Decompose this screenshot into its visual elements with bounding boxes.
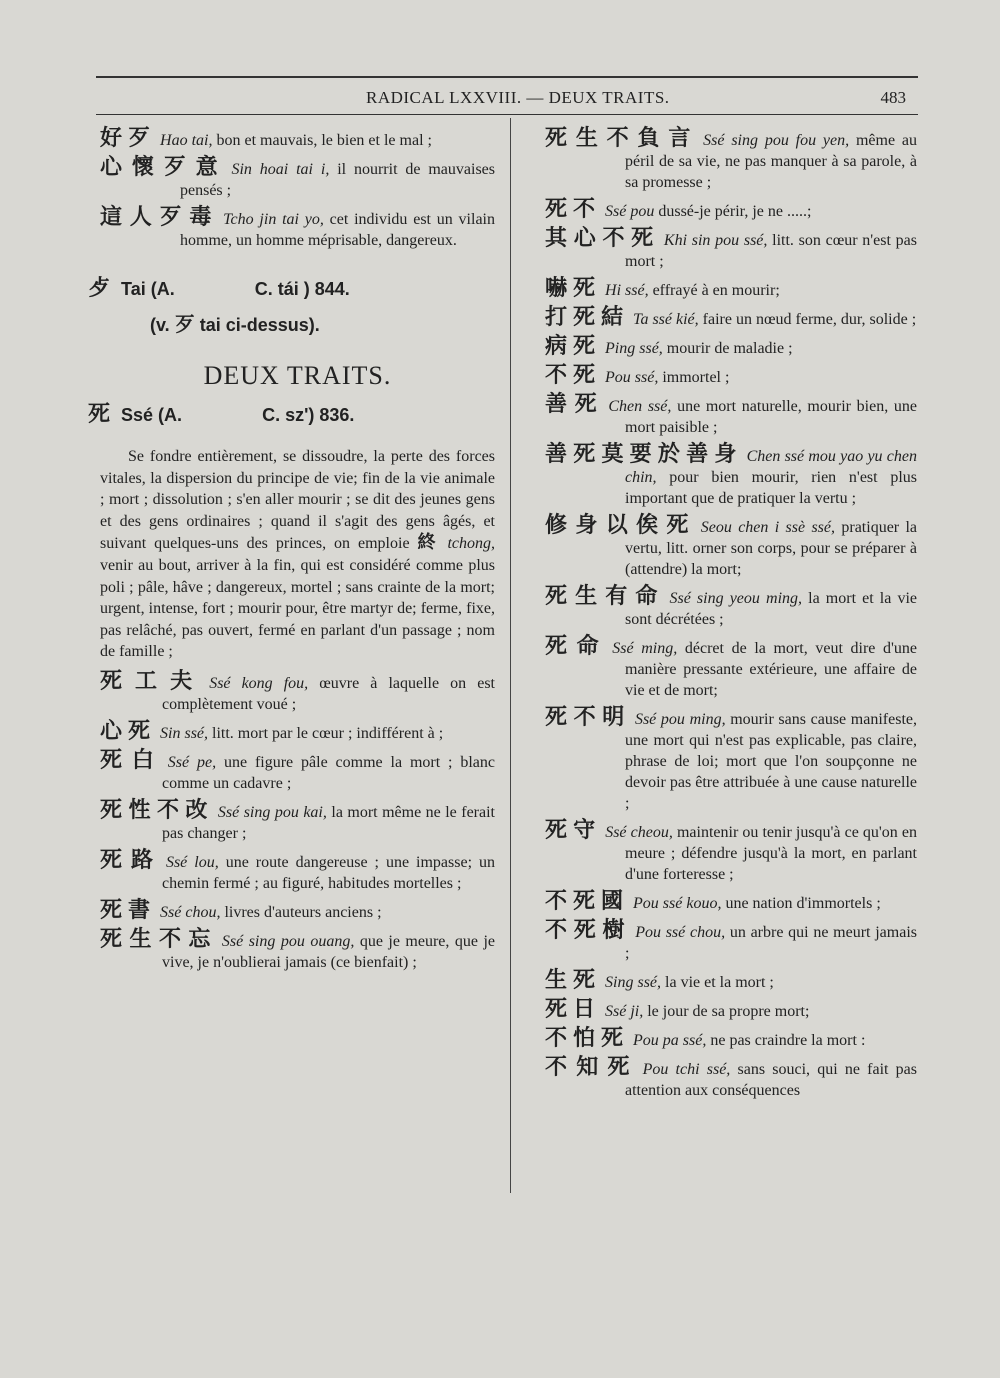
dictionary-entry	[100, 747, 496, 794]
entry-romanization: Ssé pou	[605, 203, 655, 220]
entry-characters: 不死樹	[545, 918, 632, 943]
main-char: 死	[88, 402, 111, 427]
entry-romanization: Ssé sing pou kai,	[217, 803, 327, 821]
definition-romanization: tchong,	[447, 535, 496, 553]
entry-characters: 打死結	[545, 305, 630, 330]
entry-romanization: Khi sin pou ssé,	[663, 232, 768, 249]
radical-char: 歺	[88, 276, 111, 301]
main-char-label: Ssé (A.	[121, 405, 183, 425]
dictionary-entry	[545, 891, 917, 914]
dictionary-entry	[545, 128, 917, 193]
entry-romanization: Sing ssé,	[605, 974, 662, 991]
entry-meaning: maintenir ou tenir jusqu'à ce qu'on en meure ; défendre jusqu'à la mort, en parlant d'une forteresse ;	[625, 824, 918, 883]
dictionary-entry	[100, 718, 495, 744]
entry-characters: 其心不死	[545, 226, 660, 251]
entry-meaning: une mort naturelle, mourir bien, une mort paisible ;	[625, 398, 917, 436]
main-char-code: C. sz') 836.	[262, 405, 355, 425]
dictionary-entry	[545, 444, 917, 509]
entry-romanization: Ssé pe,	[167, 753, 217, 771]
radical-line	[88, 271, 495, 302]
entry-meaning: la mort et la vie sont décrétées ;	[625, 590, 918, 628]
entry-characters: 善死	[545, 392, 605, 417]
entry-meaning: cet individu est un vilain homme, un homme méprisable, dangereux.	[180, 211, 495, 249]
entry-characters: 死生不忘	[100, 926, 218, 952]
entry-characters: 生死	[545, 968, 602, 993]
left-bottom-entries	[100, 668, 496, 973]
header-rule	[96, 114, 918, 115]
entry-characters: 這人歹毒	[100, 205, 220, 230]
entry-romanization: Chen ssé,	[608, 398, 672, 415]
entry-meaning: le jour de sa propre mort;	[647, 1003, 810, 1020]
entry-meaning: mourir de maladie ;	[666, 340, 793, 357]
entry-romanization: Ssé cheou,	[605, 824, 673, 841]
dictionary-entry	[545, 307, 917, 330]
entry-meaning: la mort même ne le ferait pas changer ;	[162, 803, 496, 842]
entry-meaning: la vie et la mort ;	[665, 974, 774, 991]
entry-meaning: une figure pâle comme la mort ; blanc comme un cadavre ;	[162, 753, 496, 792]
entry-characters: 死性不改	[100, 797, 214, 823]
entry-romanization: Sin hoai tai i,	[231, 161, 330, 178]
dictionary-entry	[545, 278, 917, 301]
entry-meaning: immortel ;	[662, 369, 730, 386]
entry-characters: 病死	[545, 334, 602, 359]
see-suffix: tai ci-dessus).	[199, 315, 320, 335]
main-char-line	[88, 397, 495, 428]
entry-romanization: Hao tai,	[160, 132, 213, 149]
page-number: 483	[880, 88, 906, 107]
entry-characters: 不怕死	[545, 1026, 630, 1051]
entry-romanization: Ssé sing yeou ming,	[669, 590, 803, 607]
entry-characters: 好歹	[100, 126, 157, 151]
header-title: RADICAL LXXVIII. — DEUX TRAITS.	[366, 88, 670, 107]
dictionary-entry	[545, 1057, 917, 1101]
dictionary-entry	[545, 336, 917, 359]
entry-romanization: Seou chen i ssè ssé,	[700, 519, 836, 536]
definition-char: 終	[417, 532, 440, 554]
entry-romanization: Ssé lou,	[165, 853, 219, 871]
entry-romanization: Pou ssé,	[605, 369, 659, 386]
entry-meaning: une route dangereuse ; une impasse; un chemin fermé ; au figuré, habitudes mortelles ;	[162, 853, 495, 892]
dictionary-entry	[545, 228, 917, 272]
entry-characters: 死工夫	[100, 668, 206, 694]
entry-meaning: que je meure, que je vive, je n'oublierai jamais (ce bienfait) ;	[162, 932, 496, 971]
entry-characters: 修身以俟死	[545, 513, 697, 538]
right-entries	[545, 128, 917, 1101]
dictionary-entry	[545, 920, 917, 964]
entry-romanization: Ssé sing pou ouang,	[221, 932, 355, 950]
see-prefix: (v.	[150, 315, 170, 335]
entry-meaning: sans souci, qui ne fait pas attention aux conséquences	[625, 1061, 918, 1099]
dictionary-entry	[100, 157, 495, 201]
entry-meaning: une nation d'immortels ;	[725, 895, 881, 912]
entry-characters: 不死	[545, 363, 602, 388]
dictionary-entry	[545, 515, 917, 580]
entry-romanization: Sin ssé,	[160, 724, 209, 742]
entry-characters: 不知死	[545, 1055, 639, 1080]
entry-characters: 死守	[545, 818, 602, 843]
entry-romanization: Chen ssé mou yao yu chen chin,	[625, 448, 917, 486]
entry-romanization: Ssé pou ming,	[634, 711, 726, 728]
entry-meaning: livres d'auteurs anciens ;	[224, 903, 382, 921]
entry-meaning: mourir sans cause manifeste, une mort qui n'est pas explicable, pas claire, phrase de loi; mort que l'on soupçonne ne devoir pas être attribuée à une cause naturelle ;	[625, 711, 918, 812]
dictionary-entry	[100, 207, 495, 251]
see-reference	[150, 308, 495, 337]
entry-meaning: litt. mort par le cœur ; indifférent à ;	[212, 724, 444, 742]
dictionary-entry	[545, 707, 917, 814]
entry-meaning: pour bien mourir, rien n'est plus important que de pratiquer la vertu ;	[625, 469, 918, 507]
dictionary-entry	[545, 636, 917, 701]
entry-characters: 嚇死	[545, 276, 602, 301]
column-divider	[510, 118, 511, 1193]
entry-characters: 死命	[545, 634, 609, 659]
entry-characters: 死日	[545, 997, 602, 1022]
dictionary-entry	[545, 394, 917, 438]
entry-characters: 心死	[100, 718, 157, 744]
definition-part-1: Se fondre entièrement, se dissoudre, la perte des forces vitales, la dispersion du principe de vie; fin de la vie animale ; mort ; dissolution ; s'en aller mourir ; se dit des jeunes gens et des gens ordinaires ; quand il s'agit des gens âgés, et suivant quelques-uns des princes, on emploie	[100, 448, 495, 553]
entry-romanization: Ssé chou,	[160, 903, 221, 921]
definition-paragraph	[100, 446, 495, 663]
entry-characters: 死生有命	[545, 584, 666, 609]
dictionary-entry	[100, 926, 496, 973]
left-top-entries	[100, 128, 495, 251]
entry-romanization: Pou ssé chou,	[635, 924, 726, 941]
entry-meaning: faire un nœud ferme, dur, solide ;	[702, 311, 917, 328]
entry-meaning: ne pas craindre la mort :	[710, 1032, 866, 1049]
entry-characters: 死不明	[545, 705, 631, 730]
dictionary-entry	[545, 586, 917, 630]
dictionary-entry	[100, 668, 495, 715]
entry-characters: 善死莫要於善身	[545, 442, 743, 467]
entry-romanization: Tcho jin tai yo,	[223, 211, 324, 228]
entry-romanization: Ssé sing pou fou yen,	[703, 132, 850, 149]
entry-romanization: Pou ssé kouo,	[633, 895, 722, 912]
dictionary-entry	[545, 199, 917, 222]
entry-characters: 死不	[545, 197, 602, 222]
dictionary-entry	[100, 897, 495, 923]
radical-label: Tai (A.	[121, 279, 175, 299]
entry-meaning: pratiquer la vertu, litt. orner son corps, pour se préparer à (attendre) la mort;	[625, 519, 918, 578]
top-rule	[96, 76, 918, 78]
dictionary-entry	[545, 999, 917, 1022]
entry-romanization: Ta ssé kié,	[633, 311, 699, 328]
entry-romanization: Pou tchi ssé,	[642, 1061, 731, 1078]
entry-characters: 不死國	[545, 889, 630, 914]
entry-meaning: litt. son cœur n'est pas mort ;	[625, 232, 918, 270]
see-char: 歹	[174, 312, 195, 336]
entry-meaning: un arbre qui ne meurt jamais ;	[625, 924, 917, 962]
dictionary-entry	[100, 128, 495, 151]
entry-meaning: dussé-je périr, je ne .....;	[658, 203, 812, 220]
entry-characters: 死生不負言	[545, 126, 700, 151]
entry-meaning: bon et mauvais, le bien et le mal ;	[216, 132, 432, 149]
entry-romanization: Ssé ji,	[605, 1003, 644, 1020]
dictionary-entry	[545, 970, 917, 993]
definition-part-2: venir au bout, arriver à la fin, qui est considéré comme plus poli ; pâle, hâve ; dangereux, mortel ; sans crainte de la mort; urgent, intense, fort ; mourir pour, être martyr de; ferme, fixe, pas relâché, pas ouvert, fermé en parlant d'un passage ; nom de famille ;	[100, 556, 495, 661]
entry-characters: 心懷歹意	[100, 155, 228, 180]
entry-meaning: il nourrit de mauvaises pensés ;	[180, 161, 495, 199]
entry-characters: 死白	[100, 747, 164, 773]
entry-meaning: décret de la mort, veut dire d'une manière pressante extérieure, une affaire de vie et de mort;	[625, 640, 918, 699]
entry-characters: 死書	[100, 897, 157, 923]
dictionary-entry	[100, 847, 495, 894]
entry-characters: 死路	[100, 847, 162, 873]
entry-meaning: œuvre à laquelle on est complètement voué ;	[162, 674, 495, 713]
dictionary-entry	[100, 797, 496, 844]
entry-meaning: même au péril de sa vie, ne pas manquer à sa parole, à sa promesse ;	[625, 132, 917, 191]
dictionary-entry	[545, 820, 917, 885]
left-column	[88, 126, 496, 979]
entry-romanization: Hi ssé,	[605, 282, 649, 299]
entry-meaning: effrayé à en mourir;	[652, 282, 780, 299]
entry-romanization: Ssé kong fou,	[209, 674, 309, 692]
section-title: DEUX TRAITS.	[203, 361, 392, 390]
entry-romanization: Ping ssé,	[605, 340, 663, 357]
right-column	[545, 128, 917, 1107]
entry-romanization: Pou pa ssé,	[633, 1032, 707, 1049]
running-header	[96, 84, 918, 114]
entry-romanization: Ssé ming,	[612, 640, 678, 657]
radical-code: C. tái ) 844.	[254, 279, 350, 299]
dictionary-entry	[545, 1028, 917, 1051]
dictionary-entry	[545, 365, 917, 388]
